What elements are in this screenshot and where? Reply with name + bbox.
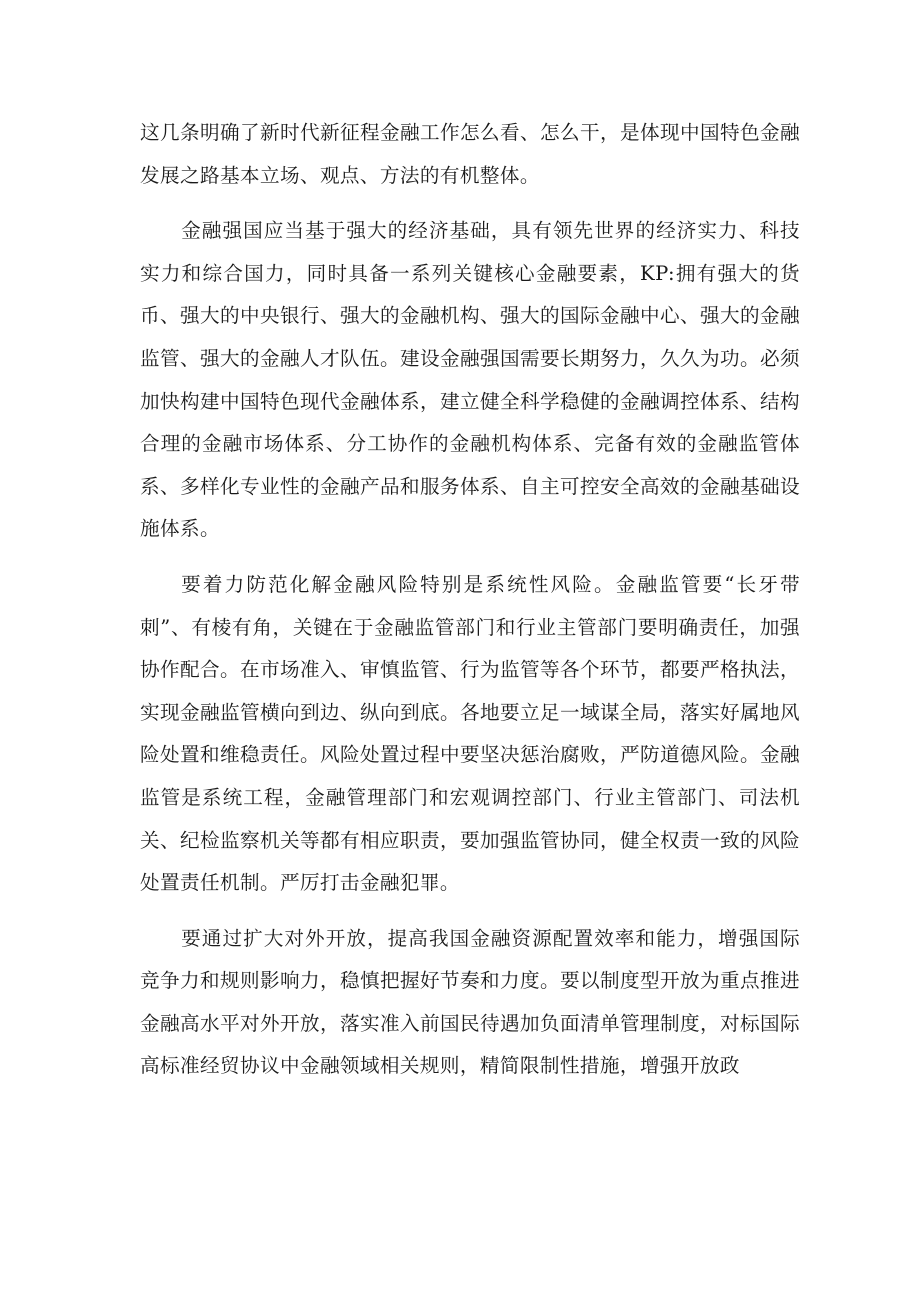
paragraph-opening-up: 要通过扩大对外开放，提高我国金融资源配置效率和能力，增强国际竞争力和规则影响力，稳慎把握好节奏和力度。要以制度型开放为重点推进金融高水平对外开放，落实准入前国民待遇加负面清单管理制度，对标国际高标准经贸协议中金融领域相关规则，精简限制性措施，增强开放政 [140, 926, 800, 1078]
paragraph-financial-power: 金融强国应当基于强大的经济基础，具有领先世界的经济实力、科技实力和综合国力，同时具备一系列关键核心金融要素，KP:拥有强大的货币、强大的中央银行、强大的金融机构、强大的国际金融中心、强大的金融监管、强大的金融人才队伍。建设金融强国需要长期努力，久久为功。必须加快构建中国特色现代金融体系，建立健全科学稳健的金融调控体系、结构合理的金融市场体系、分工协作的金融机构体系、完备有效的金融监管体系、多样化专业性的金融产品和服务体系、自主可控安全高效的金融基础设施体系。 [140, 219, 800, 541]
document-body [140, 112, 800, 1101]
paragraph-risk-prevention: 要着力防范化解金融风险特别是系统性风险。金融监管要“长牙带刺”、有棱有角，关键在于金融监管部门和行业主管部门要明确责任，加强协作配合。在市场准入、审慎监管、行为监管等各个环节，都要严格执法，实现金融监管横向到边、纵向到底。各地要立足一域谋全局，落实好属地风险处置和维稳责任。风险处置过程中要坚决惩治腐败，严防道德风险。金融监管是系统工程，金融管理部门和宏观调控部门、行业主管部门、司法机关、纪检监察机关等都有相应职责，要加强监管协同，健全权责一致的风险处置责任机制。严厉打击金融犯罪。 [140, 572, 800, 895]
paragraph-continuation: 这几条明确了新时代新征程金融工作怎么看、怎么干，是体现中国特色金融发展之路基本立场、观点、方法的有机整体。 [140, 121, 800, 187]
